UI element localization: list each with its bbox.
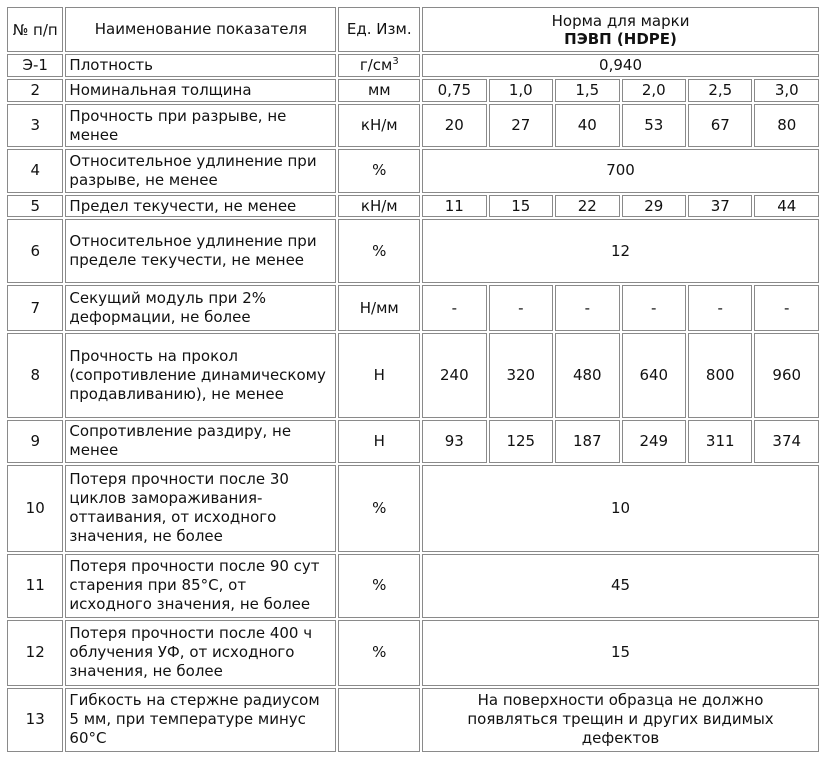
row-num: 5 bbox=[7, 195, 63, 218]
table-row bbox=[7, 688, 819, 752]
row-name: Относительное удлинение при пределе текучести, не менее bbox=[65, 219, 336, 283]
row-value: 1,5 bbox=[555, 79, 619, 102]
row-value: 11 bbox=[422, 195, 486, 218]
row-num: 8 bbox=[7, 333, 63, 418]
table-row bbox=[7, 554, 819, 618]
row-value: 800 bbox=[688, 333, 752, 418]
row-unit: % bbox=[338, 620, 420, 686]
row-merged-value: 10 bbox=[422, 465, 819, 552]
spec-table-body bbox=[7, 7, 819, 752]
row-value: 311 bbox=[688, 420, 752, 463]
row-value: 67 bbox=[688, 104, 752, 147]
row-num: 3 bbox=[7, 104, 63, 147]
row-unit: Н/мм bbox=[338, 285, 420, 330]
row-value: 2,5 bbox=[688, 79, 752, 102]
row-value: - bbox=[688, 285, 752, 330]
row-unit: % bbox=[338, 554, 420, 618]
row-value: 0,75 bbox=[422, 79, 486, 102]
row-name: Прочность при разрыве, не менее bbox=[65, 104, 336, 147]
row-value: 374 bbox=[754, 420, 819, 463]
table-row bbox=[7, 149, 819, 192]
row-value: 40 bbox=[555, 104, 619, 147]
row-value: 15 bbox=[489, 195, 553, 218]
row-name: Потеря прочности после 30 циклов замораживания-оттаивания, от исходного значения, не более bbox=[65, 465, 336, 552]
row-unit: % bbox=[338, 465, 420, 552]
row-num: 2 bbox=[7, 79, 63, 102]
row-name: Плотность bbox=[65, 54, 336, 77]
row-merged-value: 12 bbox=[422, 219, 819, 283]
header-row bbox=[7, 7, 819, 52]
row-value: 480 bbox=[555, 333, 619, 418]
row-value: - bbox=[422, 285, 486, 330]
row-value: 3,0 bbox=[754, 79, 819, 102]
table-row bbox=[7, 79, 819, 102]
row-value: 53 bbox=[622, 104, 686, 147]
row-name: Сопротивление раздиру, не менее bbox=[65, 420, 336, 463]
row-num: 13 bbox=[7, 688, 63, 752]
table-row bbox=[7, 333, 819, 418]
row-unit bbox=[338, 688, 420, 752]
row-unit: % bbox=[338, 219, 420, 283]
row-value: 44 bbox=[754, 195, 819, 218]
header-norm bbox=[422, 7, 819, 52]
row-num: 12 bbox=[7, 620, 63, 686]
row-unit: Н bbox=[338, 420, 420, 463]
row-num: 9 bbox=[7, 420, 63, 463]
row-merged-value: 700 bbox=[422, 149, 819, 192]
row-name: Номинальная толщина bbox=[65, 79, 336, 102]
row-unit-superscript: 3 bbox=[392, 56, 399, 68]
row-num: 11 bbox=[7, 554, 63, 618]
row-value: 1,0 bbox=[489, 79, 553, 102]
row-value: 27 bbox=[489, 104, 553, 147]
header-norm-line2: ПЭВП (HDPE) bbox=[564, 29, 677, 48]
row-merged-value: 15 bbox=[422, 620, 819, 686]
table-row bbox=[7, 285, 819, 330]
row-value: 29 bbox=[622, 195, 686, 218]
row-value: - bbox=[754, 285, 819, 330]
row-value: 249 bbox=[622, 420, 686, 463]
row-num: 6 bbox=[7, 219, 63, 283]
header-name: Наименование показателя bbox=[65, 7, 336, 52]
row-value: 320 bbox=[489, 333, 553, 418]
row-num: 10 bbox=[7, 465, 63, 552]
table-row bbox=[7, 465, 819, 552]
row-value: 240 bbox=[422, 333, 486, 418]
row-value: - bbox=[622, 285, 686, 330]
row-unit: Н bbox=[338, 333, 420, 418]
row-name: Гибкость на стержне радиусом 5 мм, при температуре минус 60°С bbox=[65, 688, 336, 752]
row-name: Прочность на прокол (сопротивление динамическому продавливанию), не менее bbox=[65, 333, 336, 418]
row-name: Секущий модуль при 2% деформации, не более bbox=[65, 285, 336, 330]
row-value: 960 bbox=[754, 333, 819, 418]
row-name: Потеря прочности после 400 ч облучения УФ, от исходного значения, не более bbox=[65, 620, 336, 686]
row-num: Э-1 bbox=[7, 54, 63, 77]
row-value: 2,0 bbox=[622, 79, 686, 102]
row-num: 4 bbox=[7, 149, 63, 192]
row-unit: мм bbox=[338, 79, 420, 102]
row-merged-value: На поверхности образца не должно появляться трещин и других видимых дефектов bbox=[422, 688, 819, 752]
row-num: 7 bbox=[7, 285, 63, 330]
row-unit: кН/м bbox=[338, 195, 420, 218]
table-row bbox=[7, 195, 819, 218]
row-value: - bbox=[555, 285, 619, 330]
row-unit: % bbox=[338, 149, 420, 192]
row-value: 22 bbox=[555, 195, 619, 218]
row-value: 20 bbox=[422, 104, 486, 147]
row-name: Потеря прочности после 90 сут старения при 85°С, от исходного значения, не более bbox=[65, 554, 336, 618]
row-unit bbox=[338, 54, 420, 77]
row-value: 93 bbox=[422, 420, 486, 463]
header-unit: Ед. Изм. bbox=[338, 7, 420, 52]
row-name: Относительное удлинение при разрыве, не менее bbox=[65, 149, 336, 192]
header-norm-line1: Норма для марки bbox=[551, 11, 690, 30]
table-row bbox=[7, 420, 819, 463]
row-unit: кН/м bbox=[338, 104, 420, 147]
row-merged-value: 0,940 bbox=[422, 54, 819, 77]
row-value: 37 bbox=[688, 195, 752, 218]
row-value: 187 bbox=[555, 420, 619, 463]
row-value: 640 bbox=[622, 333, 686, 418]
row-value: - bbox=[489, 285, 553, 330]
table-row bbox=[7, 54, 819, 77]
row-unit-text: г/см bbox=[359, 56, 393, 75]
table-row bbox=[7, 620, 819, 686]
table-row bbox=[7, 219, 819, 283]
header-num: № п/п bbox=[7, 7, 63, 52]
row-merged-value: 45 bbox=[422, 554, 819, 618]
spec-table bbox=[5, 5, 821, 754]
row-value: 80 bbox=[754, 104, 819, 147]
row-name: Предел текучести, не менее bbox=[65, 195, 336, 218]
table-row bbox=[7, 104, 819, 147]
row-value: 125 bbox=[489, 420, 553, 463]
